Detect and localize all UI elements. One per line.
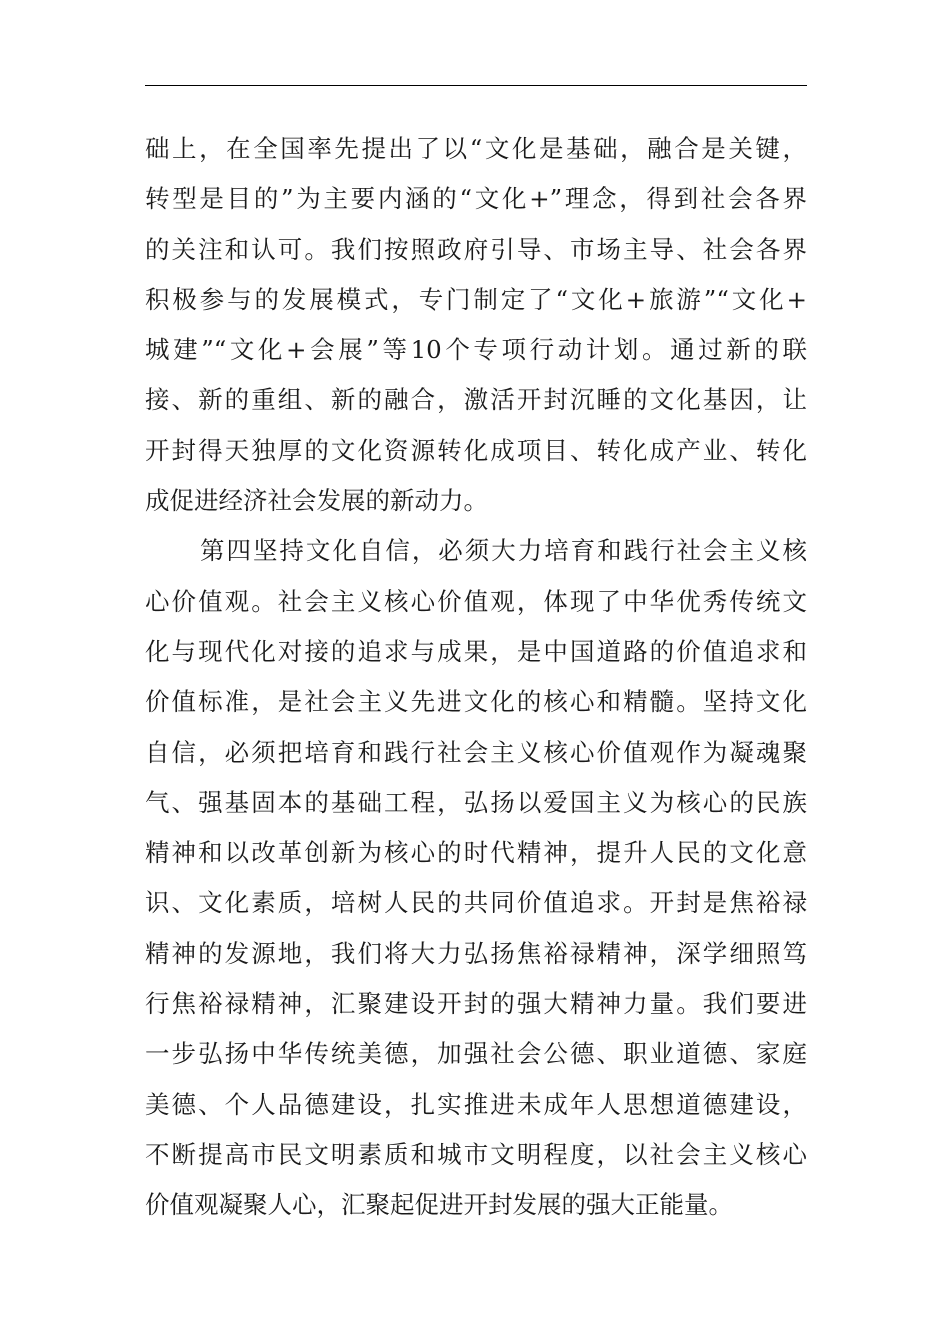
header-rule — [145, 85, 807, 86]
paragraph-2 — [145, 526, 807, 1230]
text-line: 开封得天独厚的文化资源转化成项目、转化成产业、转化 — [145, 435, 807, 465]
text-line: 础上，在全国率先提出了以“文化是基础，融合是关键， — [145, 134, 807, 163]
text-line: 美德、个人品德建设，扎实推进未成年人思想道德建设， — [145, 1089, 807, 1119]
text-line: 心价值观。社会主义核心价值观，体现了中华优秀传统文 — [145, 586, 807, 616]
text-line: 气、强基固本的基础工程，弘扬以爱国主义为核心的民族 — [145, 787, 807, 817]
text-line: 不断提高市民文明素质和城市文明程度，以社会主义核心 — [145, 1139, 807, 1169]
text-line: 一步弘扬中华传统美德，加强社会公德、职业道德、家庭 — [145, 1039, 807, 1069]
text-line: 城建”“文化+会展”等10个专项行动计划。通过新的联 — [145, 335, 807, 365]
text-line: 价值观凝聚人心，汇聚起促进开封发展的强大正能量。 — [145, 1190, 733, 1220]
text-line: 行焦裕禄精神，汇聚建设开封的强大精神力量。我们要进 — [145, 989, 807, 1019]
text-line: 第四坚持文化自信，必须大力培育和践行社会主义核 — [200, 536, 807, 566]
text-line: 化与现代化对接的追求与成果，是中国道路的价值追求和 — [145, 636, 807, 666]
text-line: 转型是目的”为主要内涵的“文化+”理念，得到社会各界 — [145, 184, 807, 214]
text-line: 接、新的重组、新的融合，激活开封沉睡的文化基因，让 — [145, 385, 807, 415]
paragraph-1 — [145, 124, 807, 526]
document-body — [145, 124, 807, 1231]
text-line: 自信，必须把培育和践行社会主义核心价值观作为凝魂聚 — [145, 737, 807, 767]
text-line: 识、文化素质，培树人民的共同价值追求。开封是焦裕禄 — [145, 888, 807, 918]
text-line: 价值标准，是社会主义先进文化的核心和精髓。坚持文化 — [145, 687, 807, 717]
text-line: 的关注和认可。我们按照政府引导、市场主导、社会各界 — [145, 234, 807, 264]
text-line: 精神和以改革创新为核心的时代精神，提升人民的文化意 — [145, 838, 807, 868]
text-line: 积极参与的发展模式，专门制定了“文化+旅游”“文化+ — [145, 284, 807, 314]
text-line: 成促进经济社会发展的新动力。 — [145, 486, 488, 516]
text-line: 精神的发源地，我们将大力弘扬焦裕禄精神，深学细照笃 — [145, 938, 807, 968]
